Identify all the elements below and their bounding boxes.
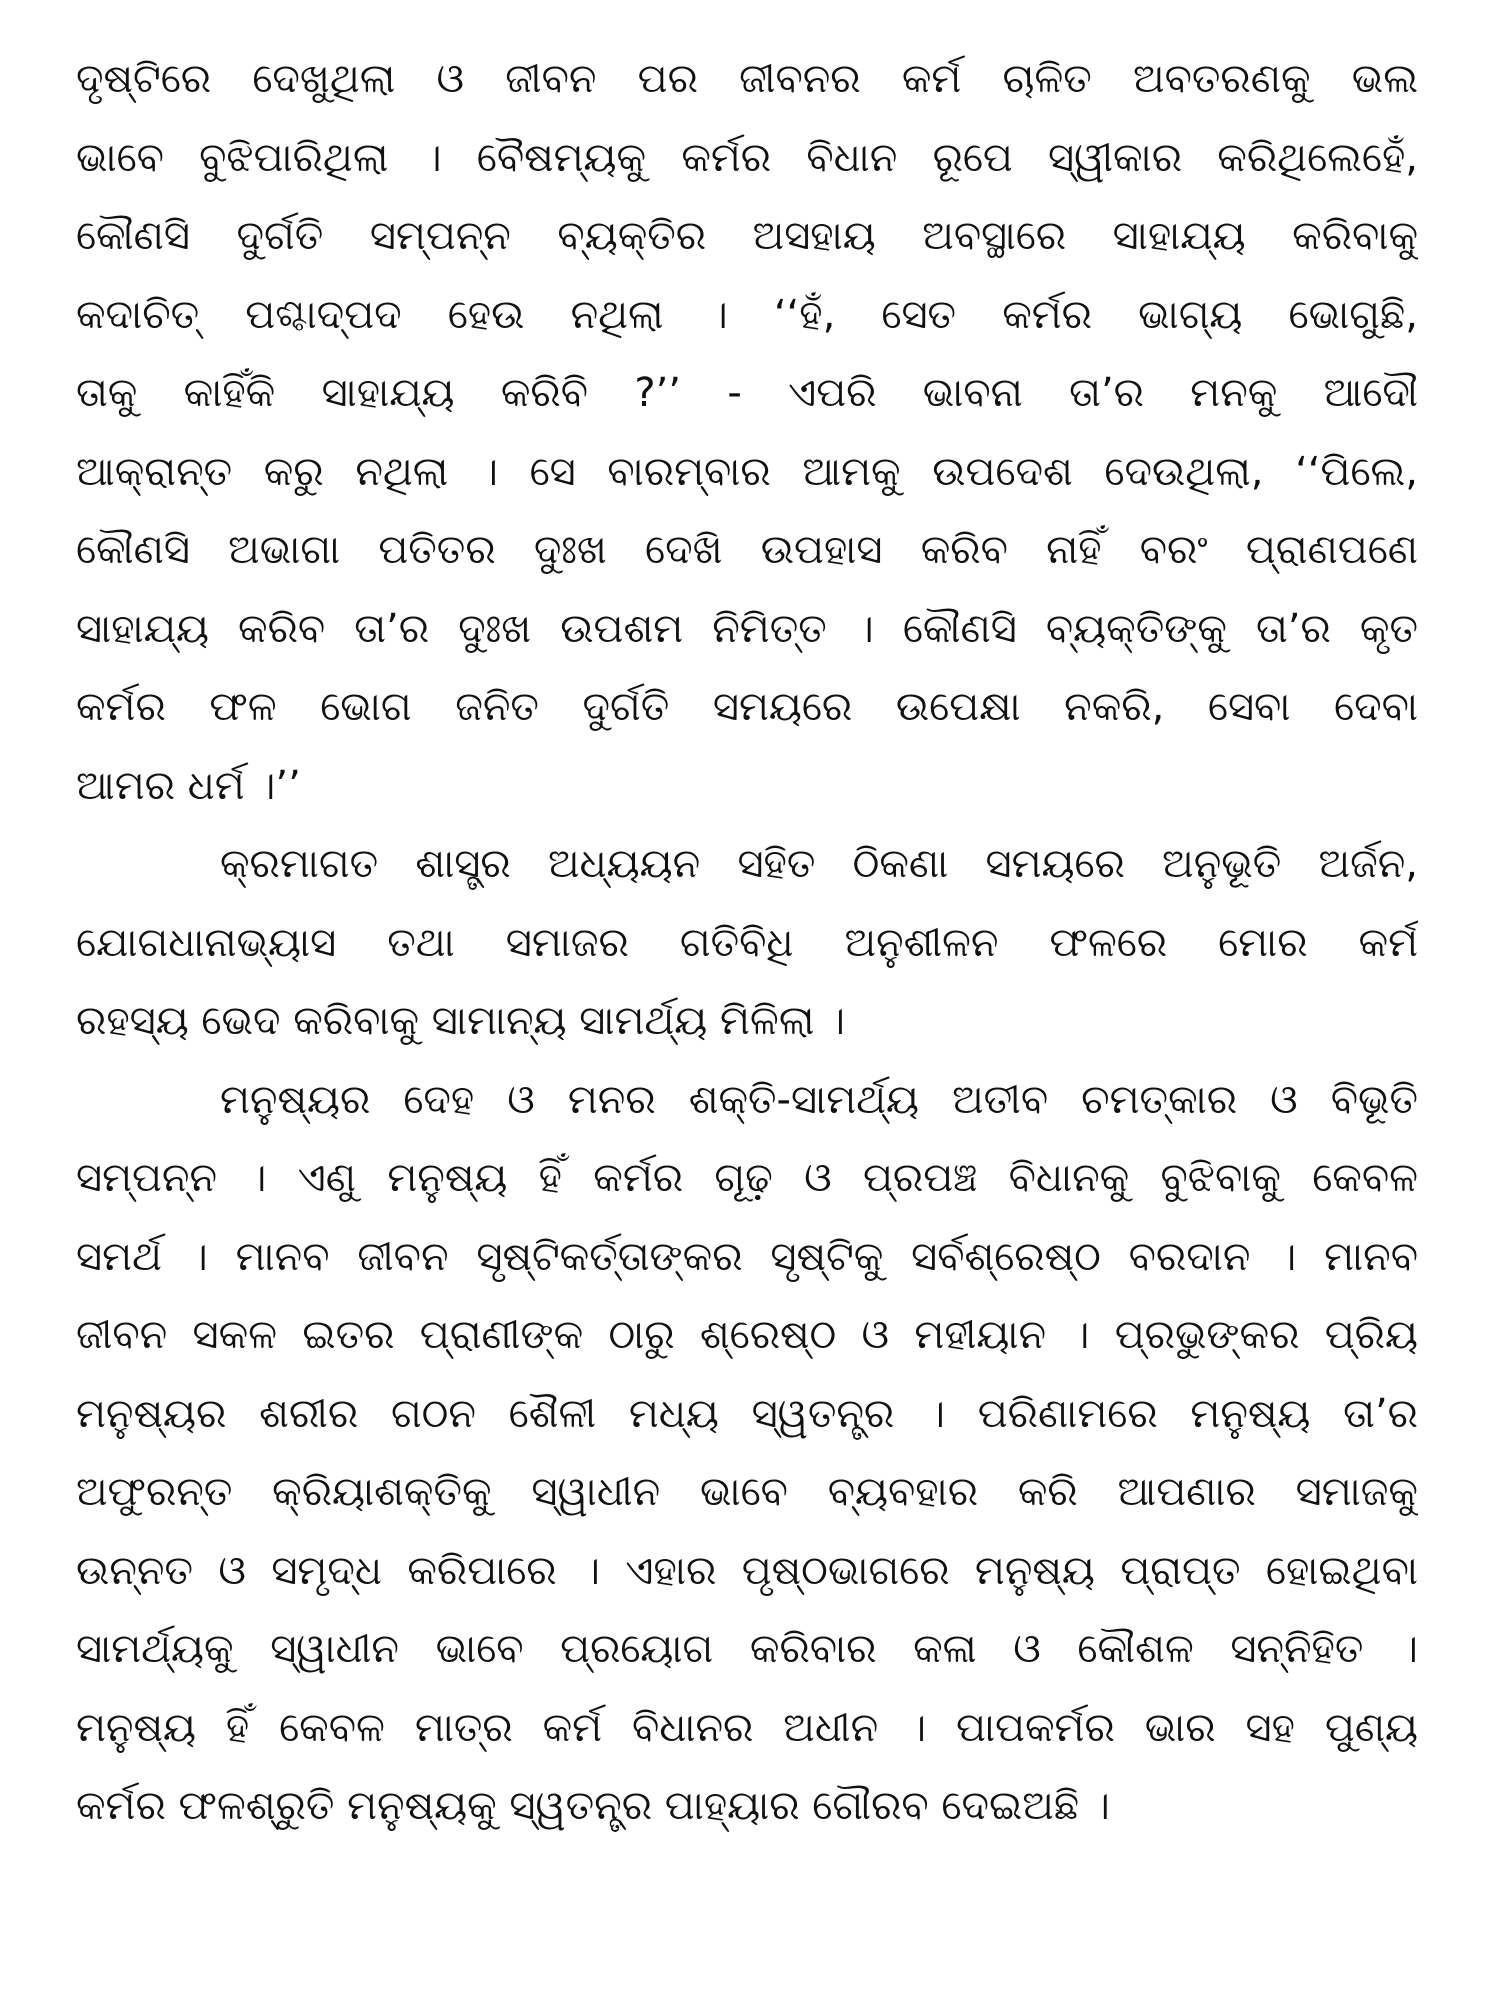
text-line-5: ତାକୁ କାହିଁକି ସାହାଯ୍ୟ କରିବି ?’’ - ଏପରି ଭାବନା ତା’ର ମନକୁ ଆଦୌ [76,370,1418,416]
text-line-12: ଯୋଗଧାନାଭ୍ୟାସ ତଥା ସମାଜର ଗତିବିଧି ଅନୁଶୀଳନ ଫଳରେ ମୋର କର୍ମ [76,919,1418,966]
text-line-9: କର୍ମର ଫଳ ଭୋଗ ଜନିତ ଦୁର୍ଗତି ସମୟରେ ଉପେକ୍ଷା ନକରି, ସେବା ଦେବା [76,684,1418,730]
text-line-23: କର୍ମର ଫଳଶ୍ରୁତି ମନୁଷ୍ୟକୁ ସ୍ୱତନ୍ତ୍ର ପାହ୍ୟାର ଗୌରବ ଦେଇଅଛି । [76,1783,1110,1829]
text-line-8: ସାହାଯ୍ୟ କରିବ ତା’ର ଦୁଃଖ ଉପଶମ ନିମିତ୍ତ । କୌଣସି ବ୍ୟକ୍ତିଙ୍କୁ ତା’ର କୃତ [76,605,1418,652]
text-line-3: କୌଣସି ଦୁର୍ଗତି ସମ୍ପନ୍ନ ବ୍ୟକ୍ତିର ଅସହାୟ ଅବସ୍ଥାରେ ସାହାଯ୍ୟ କରିବାକୁ [76,213,1418,259]
text-line-10: ଆମର ଧର୍ମ ।’’ [76,762,301,809]
text-line-15: ସମ୍ପନ୍ନ । ଏଣୁ ମନୁଷ୍ୟ ହିଁ କର୍ମର ଗୂଢ଼ ଓ ପ୍ରପଞ୍ଚ ବିଧାନକୁ ବୁଝିବାକୁ କେବଳ [76,1155,1418,1201]
text-line-6: ଆକ୍ରାନ୍ତ କରୁ ନଥିଲା । ସେ ବାରମ୍ବାର ଆମକୁ ଉପଦେଶ ଦେଉଥିଲା, ‘‘ପିଲେ, [76,448,1418,495]
text-line-2: ଭାବେ ବୁଝିପାରିଥିଲା । ବୈଷମ୍ୟକୁ କର୍ମର ବିଧାନ ରୂପେ ସ୍ୱୀକାର କରିଥିଲେହେଁ, [76,134,1418,181]
text-line-4: କଦାଚିତ୍ ପଶ୍ଚାଦ୍‌ପଦ ହେଉ ନଥିଲା । ‘‘ହଁ, ସେତ କର୍ମର ଭାଗ୍ୟ ଭୋଗୁଛି, [76,291,1418,338]
text-line-14: ମନୁଷ୍ୟର ଦେହ ଓ ମନର ଶକ୍ତି-ସାମର୍ଥ୍ୟ ଅତୀବ ଚମତ୍କାର ଓ ବିଭୂତି [220,1076,1418,1123]
text-line-21: ସାମର୍ଥ୍ୟକୁ ସ୍ୱାଧୀନ ଭାବେ ପ୍ରୟୋଗ କରିବାର କଳା ଓ କୌଶଳ ସନ୍ନିହିତ । [76,1626,1418,1672]
text-line-22: ମନୁଷ୍ୟ ହିଁ କେବଳ ମାତ୍ର କର୍ମ ବିଧାନର ଅଧୀନ । ପାପକର୍ମର ଭାର ସହ ପୁଣ୍ୟ [76,1704,1418,1751]
text-line-17: ଜୀବନ ସକଳ ଇତର ପ୍ରାଣୀଙ୍କ ଠାରୁ ଶ୍ରେଷ୍ଠ ଓ ମହୀୟାନ । ପ୍ରଭୁଙ୍କର ପ୍ରିୟ [76,1312,1418,1358]
text-line-1: ଦୃଷ୍ଟିରେ ଦେଖୁଥିଲା ଓ ଜୀବନ ପର ଜୀବନର କର୍ମ ଚାଳିତ ଅବତରଣକୁ ଭଲ [76,56,1418,102]
text-line-19: ଅଫୁରନ୍ତ କ୍ରିୟାଶକ୍ତିକୁ ସ୍ୱାଧୀନ ଭାବେ ବ୍ୟବହାର କରି ଆପଣାର ସମାଜକୁ [76,1469,1418,1515]
text-line-11: କ୍ରମାଗତ ଶାସ୍ତ୍ର ଅଧ୍ୟୟନ ସହିତ ଠିକଣା ସମୟରେ ଅନୁଭୂତି ଅର୍ଜନ, [220,841,1418,887]
text-line-20: ଉନ୍ନତ ଓ ସମୃଦ୍ଧ କରିପାରେ । ଏହାର ପୃଷ୍ଠଭାଗରେ ମନୁଷ୍ୟ ପ୍ରାପ୍ତ ହୋଇଥିବା [76,1547,1418,1594]
body-text [76,40,1418,1846]
text-line-16: ସମର୍ଥ । ମାନବ ଜୀବନ ସୃଷ୍ଟିକର୍ତ୍ତାଙ୍କର ସୃଷ୍ଟିକୁ ସର୍ବଶ୍ରେଷ୍ଠ ବରଦାନ । ମାନବ [76,1233,1418,1280]
text-line-13: ରହସ୍ୟ ଭେଦ କରିବାକୁ ସାମାନ୍ୟ ସାମର୍ଥ୍ୟ ମିଳିଲା । [76,998,846,1044]
text-line-7: କୌଣସି ଅଭାଗା ପତିତର ଦୁଃଖ ଦେଖି ଉପହାସ କରିବ ନାହିଁ ବରଂ ପ୍ରାଣପଣେ [76,527,1418,573]
text-line-18: ମନୁଷ୍ୟର ଶରୀର ଗଠନ ଶୈଳୀ ମଧ୍ୟ ସ୍ୱତନ୍ତ୍ର । ପରିଣାମରେ ମନୁଷ୍ୟ ତା’ର [76,1390,1418,1437]
